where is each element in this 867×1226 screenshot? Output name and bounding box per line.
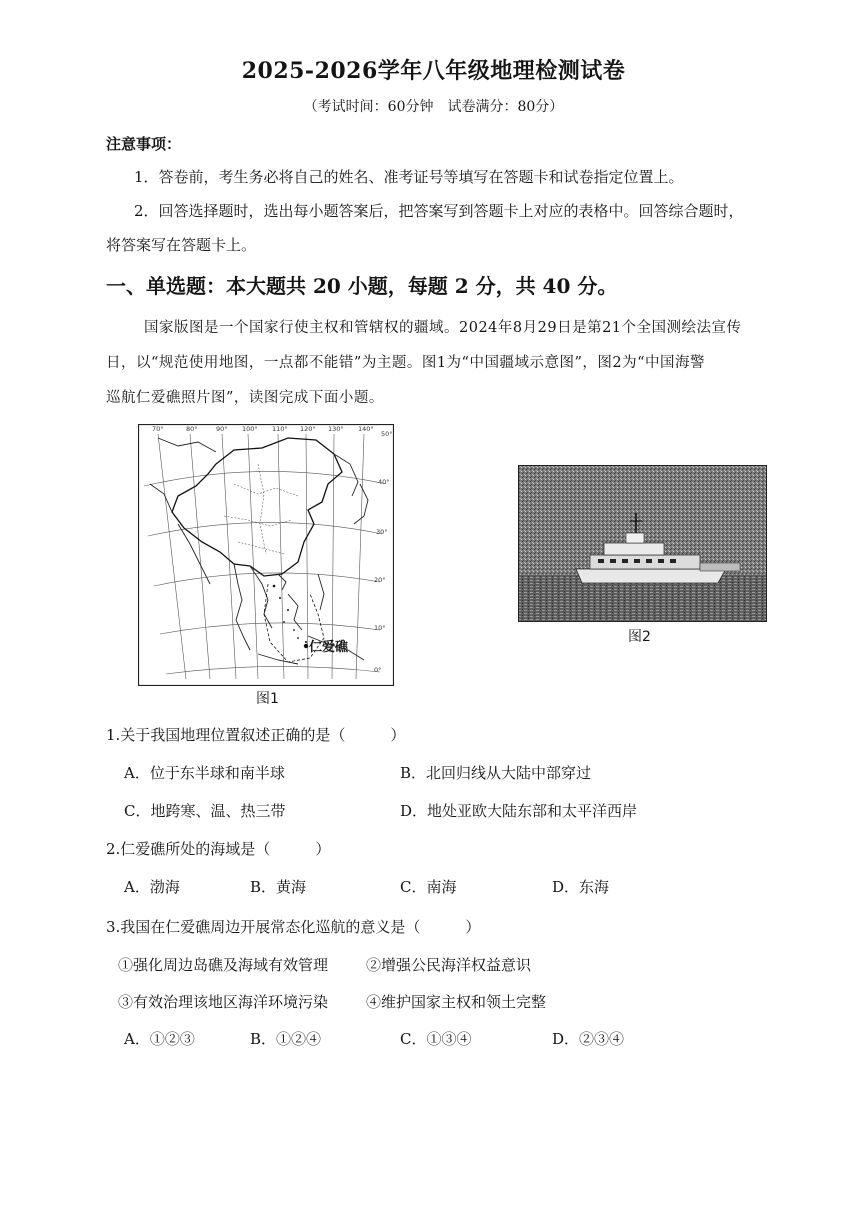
lon-label: 140° xyxy=(358,425,374,433)
lat-label: 50° xyxy=(381,430,393,438)
lat-label: 20° xyxy=(374,576,386,584)
question-3-statement-3: ③有效治理该地区海洋环境污染 xyxy=(118,993,329,1011)
figure-1-caption: 图1 xyxy=(256,691,279,707)
question-1-option-c[interactable]: C．地跨寒、温、热三带 xyxy=(124,802,286,820)
intro-line-2: 日，以“规范使用地图，一点都不能错”为主题。图1为“中国疆域示意图”，图2为“中国海警 xyxy=(106,355,706,371)
lat-label: 10° xyxy=(374,624,386,632)
notice-item-2-line-1: 2．回答选择题时，选出每小题答案后，把答案写到答题卡上对应的表格中。回答综合题时， xyxy=(134,202,744,220)
renai-reef-label: 仁爱礁 xyxy=(309,640,349,655)
question-3-stem: 3.我国在仁爱礁周边开展常态化巡航的意义是（ ） xyxy=(106,918,481,936)
notice-item-2-line-2: 将答案写在答题卡上。 xyxy=(106,236,257,254)
question-3-option-d[interactable]: D．②③④ xyxy=(552,1030,625,1048)
notice-item-1: 1．答卷前，考生务必将自己的姓名、准考证号等填写在答题卡和试卷指定位置上。 xyxy=(134,168,684,186)
lon-label: 90° xyxy=(216,425,228,433)
notice-heading: 注意事项： xyxy=(106,135,182,153)
question-2-option-a[interactable]: A．渤海 xyxy=(124,878,180,896)
question-1-option-d[interactable]: D．地处亚欧大陆东部和太平洋西岸 xyxy=(400,802,638,820)
question-2-option-c[interactable]: C．南海 xyxy=(400,878,457,896)
lon-label: 100° xyxy=(242,425,258,433)
question-2-option-d[interactable]: D．东海 xyxy=(552,878,610,896)
question-2-option-b[interactable]: B．黄海 xyxy=(250,878,307,896)
lon-label: 70° xyxy=(152,425,164,433)
question-2-stem: 2.仁爱礁所处的海域是（ ） xyxy=(106,840,331,858)
exam-info: （考试时间：60分钟 试卷满分：80分） xyxy=(303,99,564,115)
china-territory-map xyxy=(138,424,394,686)
lon-label: 80° xyxy=(186,425,198,433)
lat-label: 0° xyxy=(374,666,382,674)
lat-label: 30° xyxy=(376,528,388,536)
renai-reef-marker xyxy=(304,644,308,648)
intro-line-3: 巡航仁爱礁照片图”，读图完成下面小题。 xyxy=(106,390,384,406)
question-3-statement-2: ②增强公民海洋权益意识 xyxy=(366,956,532,974)
question-3-option-a[interactable]: A．①②③ xyxy=(124,1030,195,1048)
section-heading: 一、单选题：本大题共 20 小题，每题 2 分，共 40 分。 xyxy=(106,274,618,298)
lon-label: 110° xyxy=(272,425,288,433)
question-1-option-b[interactable]: B．北回归线从大陆中部穿过 xyxy=(400,764,592,782)
lon-label: 120° xyxy=(300,425,316,433)
question-1-stem: 1.关于我国地理位置叙述正确的是（ ） xyxy=(106,726,406,744)
question-3-option-b[interactable]: B．①②④ xyxy=(250,1030,322,1048)
intro-line-1: 国家版图是一个国家行使主权和管辖权的疆域。2024年8月29日是第21个全国测绘法宣传 xyxy=(144,320,742,336)
question-3-statement-1: ①强化周边岛礁及海域有效管理 xyxy=(118,956,329,974)
lon-label: 130° xyxy=(328,425,344,433)
figure-2-caption: 图2 xyxy=(628,629,651,645)
question-3-option-c[interactable]: C．①③④ xyxy=(400,1030,472,1048)
coast-guard-ship-photo xyxy=(518,465,767,622)
lat-label: 40° xyxy=(378,478,390,486)
page-title: 2025-2026学年八年级地理检测试卷 xyxy=(241,58,626,84)
question-3-statement-4: ④维护国家主权和领土完整 xyxy=(366,993,547,1011)
question-1-option-a[interactable]: A．位于东半球和南半球 xyxy=(124,764,285,782)
